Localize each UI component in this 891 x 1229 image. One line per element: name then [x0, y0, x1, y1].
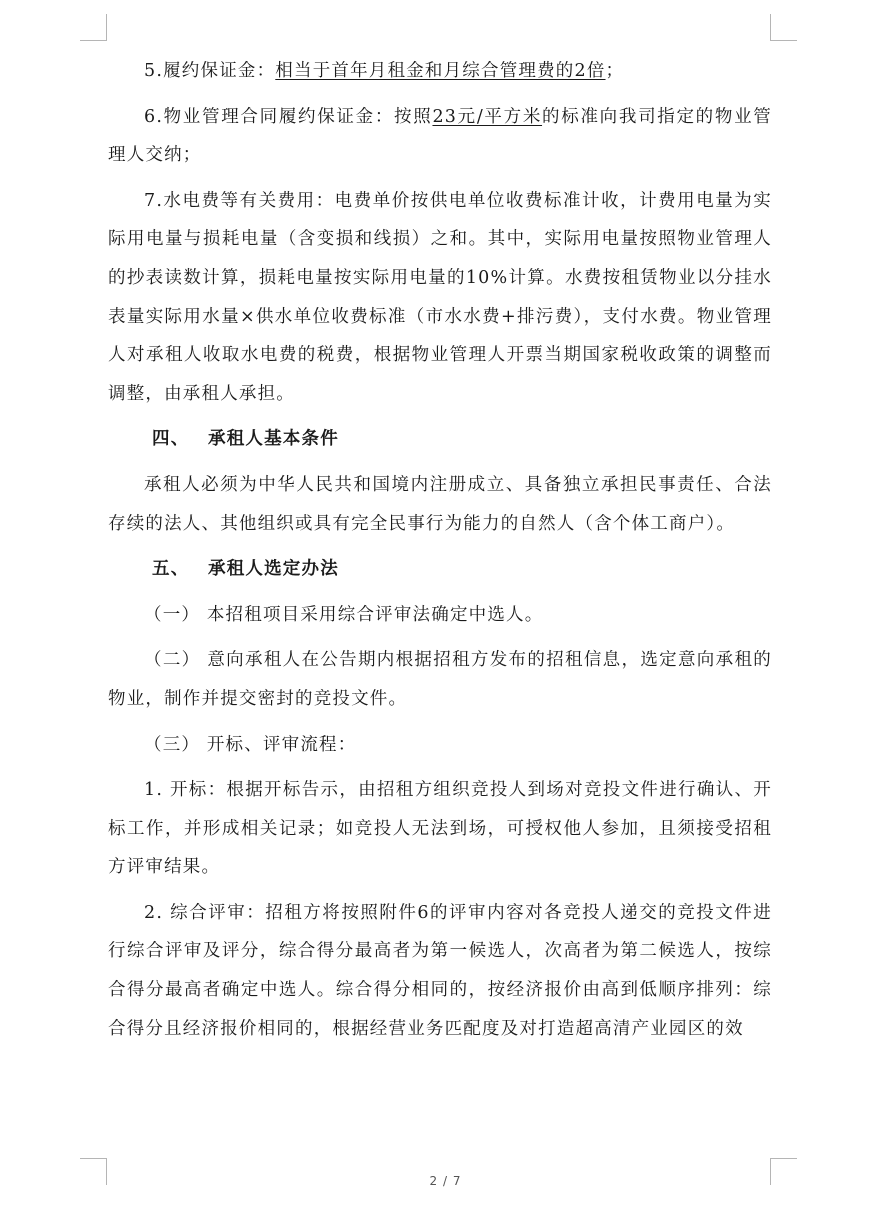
item-7-paragraph: 7.水电费等有关费用：电费单价按供电单位收费标准计收，计费用电量为实际用电量与损耗电量（含变损和线损）之和。其中，实际用电量按照物业管理人的抄表读数计算，损耗电量按实际用电量的10%计算。水费按租赁物业以分挂水表量实际用水量×供水单位收费标准（市水水费+排污费），支付水费。物业管理人对承租人收取水电费的税费，根据物业管理人开票当期国家税收政策的调整而调整，由承租人承担。 [108, 190, 772, 404]
section-5-heading [108, 550, 772, 589]
item-6-value: 23元/平方米 [432, 106, 543, 127]
section-5-title: 承租人选定办法 [208, 559, 339, 580]
item-5-value: 相当于首年月租金和月综合管理费的2倍 [275, 61, 606, 81]
crop-mark-top-right [770, 14, 797, 41]
section-4-title: 承租人基本条件 [208, 429, 339, 450]
section-5-sub-1: （一） 本招租项目采用综合评审法确定中选人。 [144, 604, 544, 625]
page-indicator: 2 / 7 [429, 1174, 462, 1188]
section-5-step-2: 2. 综合评审：招租方将按照附件6的评审内容对各竞投人递交的竞投文件进行综合评审及评分，综合得分最高者为第一候选人，次高者为第二候选人，按综合得分最高者确定中选人。综合得分相同的，按经济报价由高到低顺序排列：综合得分且经济报价相同的，根据经营业务匹配度及对打造超高清产业园区的效 [108, 902, 772, 1039]
item-6-paragraph [108, 98, 772, 175]
item-6-rest: 的标准向我司指定的物业管理人交纳； [108, 106, 772, 166]
item-5-paragraph [108, 52, 772, 91]
section-4-number: 四、 [152, 429, 190, 450]
section-5-sub-3: （三） 开标、评审流程： [144, 734, 357, 755]
section-5-step-1: 1. 开标：根据开标告示，由招租方组织竞投人到场对竞投文件进行确认、开标工作，并形成相关记录；如竞投人无法到场，可授权他人参加，且须接受招租方评审结果。 [108, 780, 772, 878]
crop-mark-top-left [80, 14, 107, 41]
item-6-label: 6.物业管理合同履约保证金：按照 [144, 106, 433, 127]
item-5-end: ； [605, 61, 625, 81]
document-body [108, 52, 772, 1048]
section-5-number: 五、 [152, 559, 190, 580]
item-5-label: 5.履约保证金： [144, 61, 276, 81]
section-4-heading [108, 420, 772, 459]
section-4-body: 承租人必须为中华人民共和国境内注册成立、具备独立承担民事责任、合法存续的法人、其他组织或具有完全民事行为能力的自然人（含个体工商户）。 [108, 474, 772, 534]
section-5-sub-2: （二） 意向承租人在公告期内根据招租方发布的招租信息，选定意向承租的物业，制作并提交密封的竞投文件。 [108, 650, 772, 709]
